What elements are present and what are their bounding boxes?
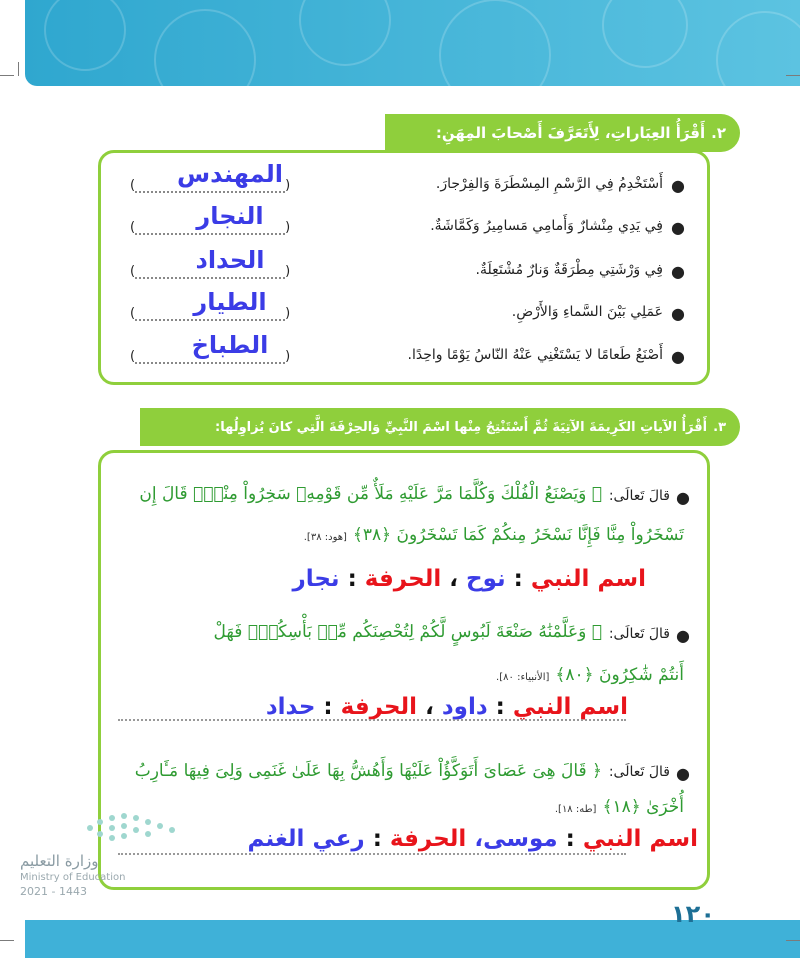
section2-number: ٢.: [711, 124, 726, 142]
ministry-arabic: وزارة التعليم: [20, 852, 99, 870]
statement: فِي يَدِي مِنْشارٌ وَأَمامِي مَسامِيرُ وَكَمَّاشَةٌ.: [430, 218, 663, 234]
verse-block: [130, 482, 690, 552]
answer-text: الطباخ: [191, 331, 269, 359]
prophet-label: اسم النبي: [512, 694, 628, 720]
statement: فِي وَرْشَتِي مِطْرَقَةٌ وَنارٌ مُشْتَعِلَةٌ.: [475, 262, 663, 278]
question-row: [130, 246, 685, 288]
craft-label: الحرفة: [364, 566, 442, 592]
question-row: [130, 331, 685, 373]
verse-reference: [هود: ٣٨].: [303, 532, 347, 543]
answer-blank[interactable]: ( ): [130, 264, 291, 279]
answer-blank[interactable]: ( ): [130, 349, 291, 364]
verse-intro: قالَ تَعالَى:: [608, 626, 670, 642]
separator: :: [565, 826, 575, 852]
statement: أَسْتَخْدِمُ فِي الرَّسْمِ المِسْطَرَةَ وَالفِرْجارَ.: [435, 176, 663, 192]
answer-dotted-line: [118, 852, 626, 855]
section2-header: [385, 114, 740, 152]
prophet-name: داود: [441, 694, 488, 720]
bullet-icon: ●: [676, 764, 690, 783]
answer-text: الطيار: [193, 288, 267, 316]
verse-line-2: [496, 664, 684, 685]
separator: :: [495, 694, 505, 720]
ministry-logo: [20, 808, 160, 898]
craft-label: الحرفة: [340, 694, 418, 720]
prophet-label: اسم النبي: [582, 826, 698, 852]
question-row: [130, 202, 685, 244]
verse-text: أُخْرَىٰ ﴿١٨﴾: [602, 797, 684, 817]
craft-label: الحرفة: [389, 826, 467, 852]
answer-text: النجار: [196, 202, 264, 230]
section2-title: أَقْرَأُ العِبَاراتِ، لِأَتَعَرَّفَ أَصْحابَ المِهَنِ:: [435, 124, 706, 142]
question-row: [130, 288, 685, 330]
verse-reference: [الأنبياء: ٨٠].: [496, 672, 550, 683]
verse-block: [130, 620, 690, 690]
statement: أَصْنَعُ طَعامًا لا يَسْتَغْنِي عَنْهُ النّاسُ يَوْمًا واحِدًا.: [407, 347, 663, 363]
answer-line: [292, 566, 646, 592]
separator: :: [513, 566, 523, 592]
section3-header: [140, 408, 740, 446]
comma: ،: [449, 566, 458, 592]
bullet-icon: ●: [671, 176, 685, 195]
answer-blank[interactable]: ( ): [130, 178, 291, 193]
craft-value: رعي الغنم: [247, 826, 365, 852]
bullet-icon: ●: [671, 218, 685, 237]
answer-text: الحداد: [195, 246, 265, 274]
answer-line: [248, 826, 698, 852]
separator: :: [347, 566, 357, 592]
section3-title: أَقْرَأُ الآياتِ الكَرِيمَةَ الآتِيَةَ ثُمَّ أَسْتَنْتِجُ مِنْها اسْمَ النَّبِيِّ وَالحِرْفَةَ الَّتِي كانَ يُزاوِلُها:: [215, 419, 708, 435]
bullet-icon: ●: [676, 626, 690, 645]
crop-mark: [786, 75, 800, 76]
statement: عَمَلِي بَيْنَ السَّماءِ وَالأَرْضِ.: [511, 304, 663, 320]
prophet-name: موسى،: [474, 826, 558, 852]
verse-intro: قالَ تَعالَى:: [608, 488, 670, 504]
prophet-label: اسم النبي: [530, 566, 646, 592]
bullet-icon: ●: [671, 304, 685, 323]
verse-line-2: [304, 524, 684, 545]
verse-line-2: [555, 796, 684, 817]
craft-value: حداد: [265, 694, 316, 720]
answer-blank[interactable]: ( ): [130, 220, 291, 235]
crop-mark: [786, 940, 800, 941]
answer-dotted-line: [118, 718, 626, 721]
verse-intro: قالَ تَعالَى:: [608, 764, 670, 780]
crop-mark: [0, 940, 14, 941]
question-row: [130, 160, 685, 202]
answer-line: [266, 694, 628, 720]
bullet-icon: ●: [671, 262, 685, 281]
comma: ،: [425, 694, 434, 720]
ministry-dots-icon: [80, 808, 200, 848]
bullet-icon: ●: [671, 347, 685, 366]
verse-reference: [طه: ١٨].: [554, 804, 597, 815]
prophet-name: نوح: [466, 566, 506, 592]
verse-line: ﴿ وَيَصْنَعُ الْفُلْكَ وَكُلَّمَا مَرَّ عَلَيْهِ مَلَأٌ مِّن قَوْمِهِۦ سَخِرُواْ مِنْهُۚ قَالَ إِن: [139, 484, 602, 504]
verse-text: تَسْخَرُواْ مِنَّا فَإِنَّا نَسْخَرُ مِنكُمْ كَمَا تَسْخَرُونَ ﴿٣٨﴾: [352, 525, 684, 545]
crop-mark: [0, 75, 14, 76]
verse-line: ﴿ قَالَ هِىَ عَصَاىَ أَتَوَكَّؤُاْ عَلَيْهَا وَأَهُشُّ بِهَا عَلَىٰ غَنَمِى وَلِىَ فِيهَا مَـَٔارِبُ: [134, 761, 602, 781]
ministry-years: 2021 - 1443: [20, 885, 87, 898]
verse-block: [130, 758, 690, 828]
bullet-icon: ●: [676, 488, 690, 507]
section3-number: ٣.: [713, 419, 726, 435]
answer-blank[interactable]: ( ): [130, 306, 291, 321]
ministry-english: Ministry of Education: [20, 872, 126, 883]
page-number: ١٢٠: [671, 900, 715, 928]
answer-text: المهندس: [177, 160, 283, 188]
separator: :: [323, 694, 333, 720]
verse-text: أَنتُمْ شَٰكِرُونَ ﴿٨٠﴾: [555, 665, 684, 685]
verse-line: ﴿ وَعَلَّمْنَٰهُ صَنْعَةَ لَبُوسٍ لَّكُمْ لِتُحْصِنَكُم مِّنۢ بَأْسِكُمْۖ فَهَلْ: [213, 622, 602, 642]
top-banner: [25, 0, 800, 86]
separator: :: [372, 826, 382, 852]
craft-value: نجار: [292, 566, 340, 592]
crop-mark: [4, 62, 19, 76]
banner-pattern: [25, 0, 800, 86]
